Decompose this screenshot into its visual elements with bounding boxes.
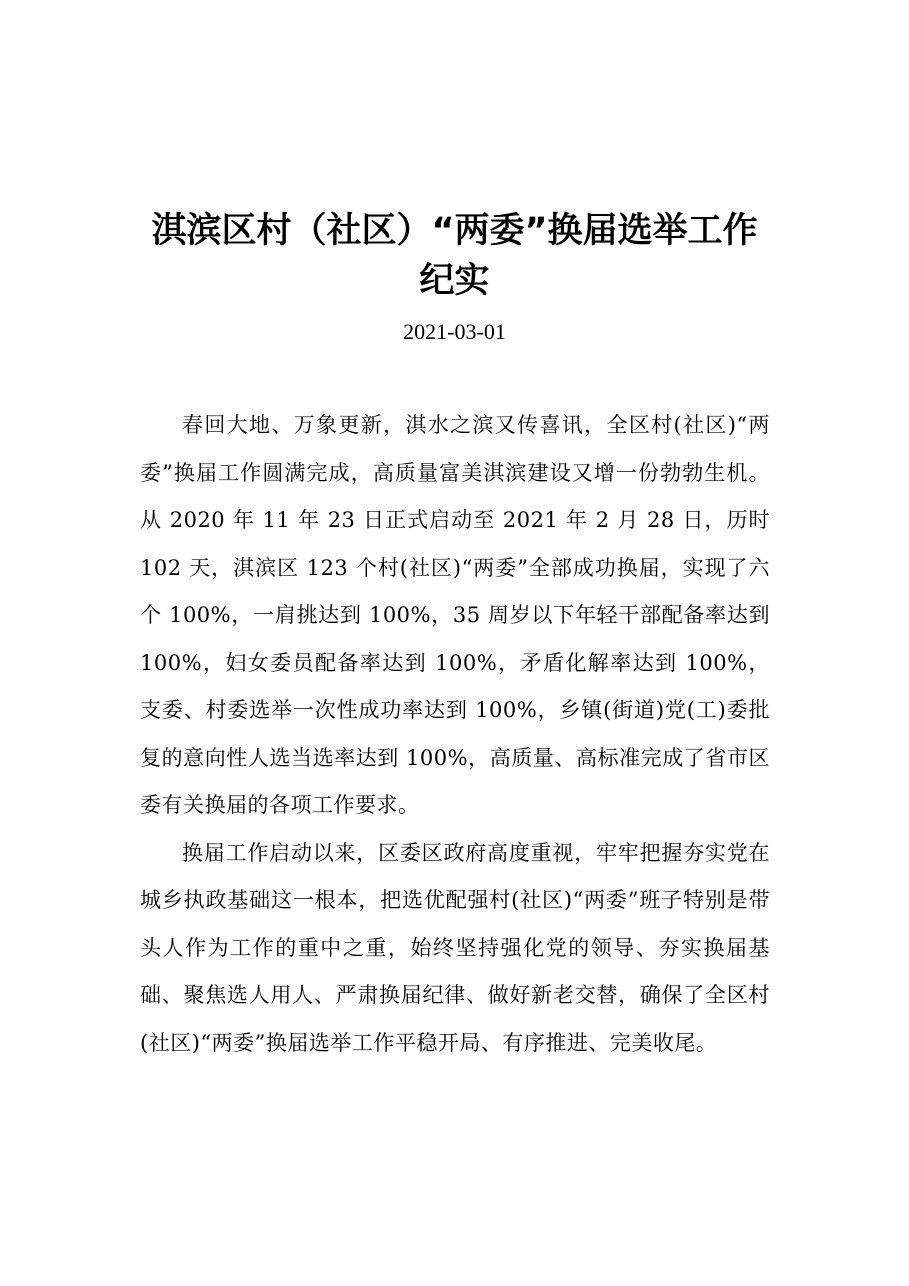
title-line-2: 纪实: [419, 261, 490, 301]
paragraph-1: 春回大地、万象更新，淇水之滨又传喜讯，全区村(社区)“两委”换届工作圆满完成，高质量富美淇滨建设又增一份勃勃生机。从 2020 年 11 年 23 日正式启动至 2021 年 2 月 28 日，历时 102 天，淇滨区 123 个村(社区)“两委”全部成功换届，实现了六个 100%，一肩挑达到 100%，35 周岁以下年轻干部配备率达到 100%，妇女委员配备率达到 100%，矛盾化解率达到 100%，支委、村委选举一次性成功率达到 100%，乡镇(街道)党(工)委批复的意向性人选当选率达到 100%，高质量、高标准完成了省市区委有关换届的各项工作要求。: [140, 413, 770, 817]
document-title: [120, 206, 789, 306]
paragraph-2: 换届工作启动以来，区委区政府高度重视，牢牢把握夯实党在城乡执政基础这一根本，把选优配强村(社区)“两委”班子特别是带头人作为工作的重中之重，始终坚持强化党的领导、夯实换届基础、聚焦选人用人、严肃换届纪律、做好新老交替，确保了全区村(社区)“两委”换届选举工作平稳开局、有序推进、完美收尾。: [140, 840, 770, 1055]
title-line-1: 淇滨区村（社区）“两委”换届选举工作: [151, 211, 758, 251]
publish-date: 2021-03-01: [403, 319, 506, 344]
article-body: [140, 402, 770, 1067]
